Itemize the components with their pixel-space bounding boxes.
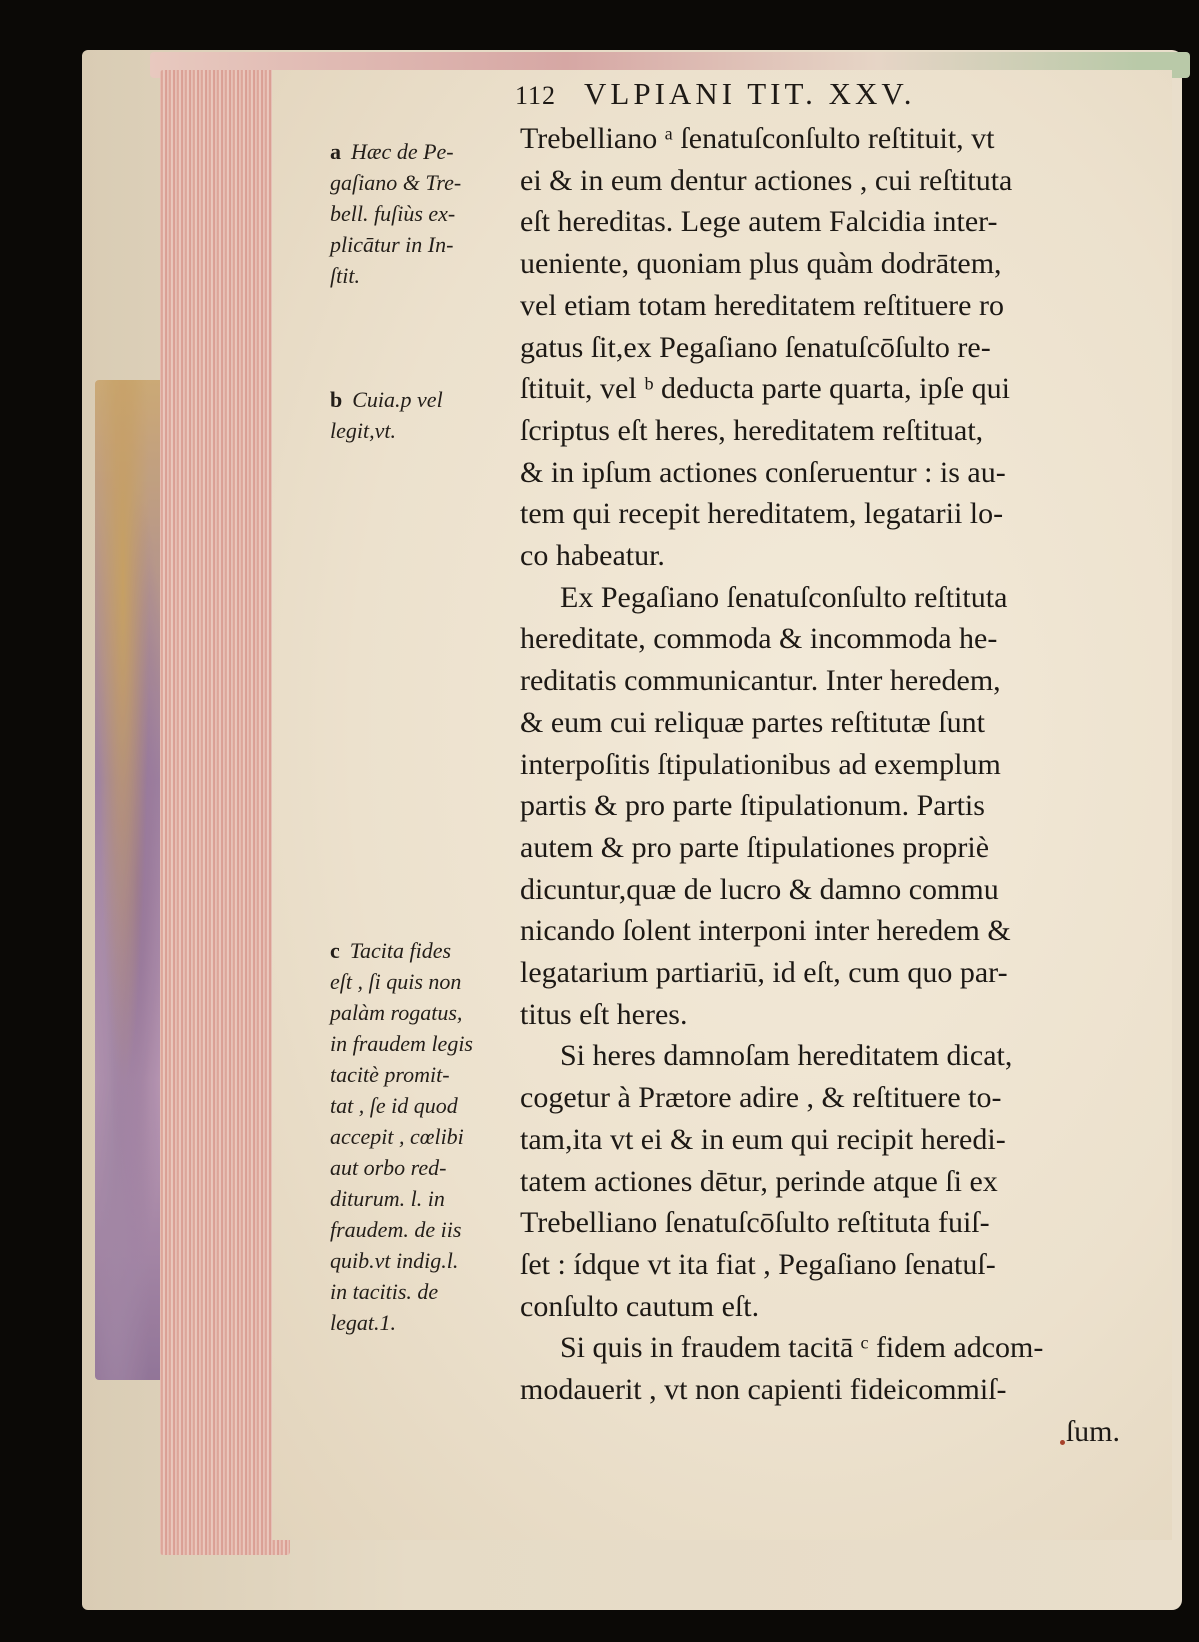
running-header (515, 76, 916, 112)
main-text-block (520, 118, 1120, 1453)
text-line: ſcriptus eſt heres, hereditatem reſtituat, (520, 413, 984, 447)
text-line: ſum. (1065, 1414, 1120, 1448)
text-line: partis & pro parte ſtipulationum. Partis (520, 789, 985, 823)
note-line: diturum. l. in (330, 1186, 445, 1211)
text-line: interpoſitis ſtipulationibus ad exemplum (520, 747, 1001, 781)
note-marker: b (330, 387, 343, 412)
text-line: titus eſt heres. (520, 997, 688, 1031)
note-line: tacitè promit- (330, 1062, 450, 1087)
note-line: gaſiano & Tre- (330, 170, 462, 195)
page-fore-edges (160, 70, 290, 1555)
note-line: bell. fuſiùs ex- (330, 201, 456, 226)
note-line: fraudem. de iis (330, 1217, 462, 1242)
note-line: in fraudem legis (330, 1031, 473, 1056)
note-line: quib.vt indig.l. (330, 1248, 459, 1273)
text-line: eſt hereditas. Lege autem Falcidia inter- (520, 205, 998, 239)
marginal-note-a (330, 136, 510, 291)
note-marker: a (330, 139, 341, 164)
text-line: & in ipſum actiones conſeruentur : is au- (520, 455, 1006, 489)
note-line: aut orbo red- (330, 1155, 447, 1180)
note-line: legat.1. (330, 1310, 396, 1335)
text-line: gatus ſit,ex Pegaſiano ſenatuſcōſulto re- (520, 330, 991, 364)
text-line: hereditate, commoda & incommoda he- (520, 622, 998, 656)
note-line: tat , ſe id quod (330, 1093, 458, 1118)
note-line: Cuia.p vel (352, 387, 443, 412)
text-line: dicuntur,quæ de lucro & damno commu (520, 872, 999, 906)
text-line: ſet : ídque vt ita fiat , Pegaſiano ſenatuſ- (520, 1247, 996, 1281)
text-line: & eum cui reliquæ partes reſtitutæ ſunt (520, 705, 985, 739)
marbled-endpaper (95, 380, 165, 1380)
note-line: plicātur in In- (330, 232, 454, 257)
text-line: vel etiam totam hereditatem reſtituere ro (520, 288, 1004, 322)
note-line: accepit , cœlibi (330, 1124, 464, 1149)
note-line: in tacitis. de (330, 1279, 439, 1304)
text-line: tam,ita vt ei & in eum qui recipit heredi- (520, 1122, 1006, 1156)
text-line: ueniente, quoniam plus quàm dodrātem, (520, 247, 1002, 281)
note-line: eſt , ſi quis non (330, 969, 462, 994)
text-line: nicando ſolent interponi inter heredem & (520, 914, 1011, 948)
page-number: 112 (515, 81, 557, 110)
text-line: autem & pro parte ſtipulationes propriè (520, 830, 990, 864)
text-line: conſulto cautum eſt. (520, 1289, 760, 1323)
running-title: VLPIANI TIT. XXV. (584, 76, 916, 111)
text-line: Trebelliano ſenatuſcōſulto reſtituta fuiſ- (520, 1206, 990, 1240)
text-line: Trebelliano ᵃ ſenatuſconſulto reſtituit, vt (520, 122, 995, 155)
text-line: ei & in eum dentur actiones , cui reſtituta (520, 163, 1013, 197)
note-line: legit,vt. (330, 418, 396, 443)
note-line: ſtit. (330, 263, 360, 288)
text-line: Si heres damnoſam hereditatem dicat, (560, 1039, 1013, 1073)
text-line: tem qui recepit hereditatem, legatarii lo- (520, 497, 1004, 531)
text-line: tatem actiones dētur, perinde atque ſi ex (520, 1164, 998, 1198)
text-line: Si quis in fraudem tacitā ᶜ fidem adcom- (560, 1331, 1044, 1365)
text-line: reditatis communicantur. Inter heredem, (520, 664, 1001, 698)
text-line: ſtituit, vel ᵇ deducta parte quarta, ipſe qui (520, 372, 1010, 406)
text-line: modauerit , vt non capienti fideicommiſ- (520, 1373, 1007, 1407)
note-marker: c (330, 938, 340, 963)
text-line: Ex Pegaſiano ſenatuſconſulto reſtituta (560, 580, 1008, 614)
text-line: legatarium partiariū, id eſt, cum quo par- (520, 956, 1008, 990)
marginal-note-b (330, 384, 510, 446)
marginal-note-c (330, 935, 510, 1338)
ink-speck (1060, 1440, 1065, 1445)
note-line: Hæc de Pe- (351, 139, 454, 164)
text-line: co habeatur. (520, 539, 665, 573)
text-line: cogetur à Prætore adire , & reſtituere to- (520, 1081, 1002, 1115)
note-line: Tacita fides (349, 938, 452, 963)
note-line: palàm rogatus, (330, 1000, 463, 1025)
